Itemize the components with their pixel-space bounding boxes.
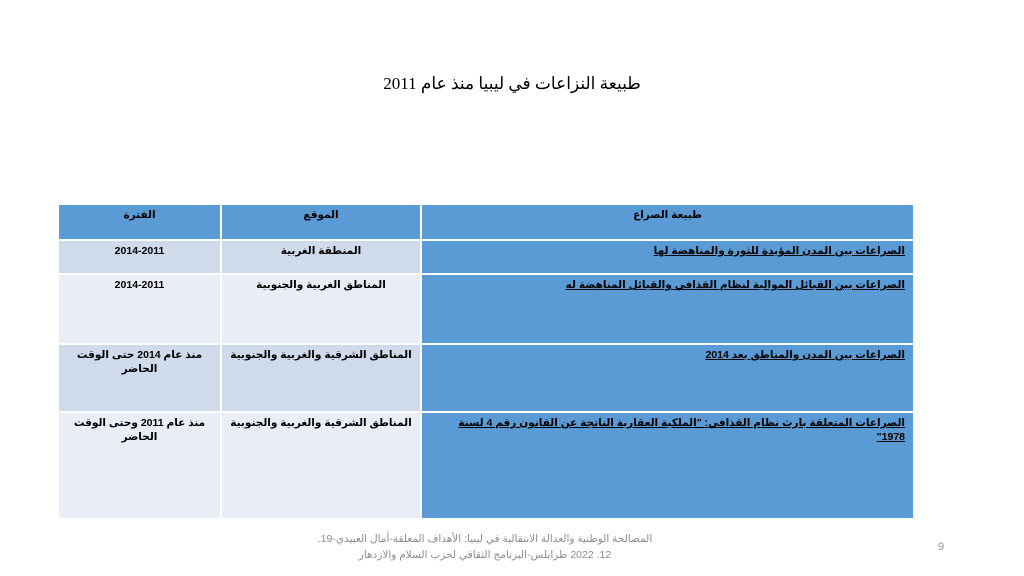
cell-nature: الصراعات بين المدن المؤيدة للثورة والمناهضة لها (421, 240, 914, 274)
header-period: الفترة (58, 204, 221, 240)
cell-period: منذ عام 2011 وحتى الوقت الحاضر (58, 412, 221, 519)
footer-line-2: 12. 2022 طرابلس-البرنامج الثقافي لحزب السلام والازدهار (358, 549, 612, 561)
conflicts-table (57, 203, 915, 520)
cell-nature: الصراعات بين المدن والمناطق بعد 2014 (421, 344, 914, 412)
header-nature: طبيعة الصراع (421, 204, 914, 240)
cell-period: منذ عام 2014 حتى الوقت الحاضر (58, 344, 221, 412)
footer-line-1: المصالحة الوطنية والعدالة الانتقالية في ليبيا: الأهداف المعلقة-أمال العبيدي-19. (317, 533, 653, 545)
cell-location: المناطق الغربية والجنوبية (221, 274, 421, 344)
cell-location: المنطقة الغربية (221, 240, 421, 274)
cell-location: المناطق الشرقية والغربية والجنوبية (221, 412, 421, 519)
cell-period: 2014-2011 (58, 274, 221, 344)
cell-period: 2014-2011 (58, 240, 221, 274)
cell-nature: الصراعات بين القبائل الموالية لنظام القذافي والقبائل المناهضة له (421, 274, 914, 344)
table-row (58, 274, 914, 344)
header-location: الموقع (221, 204, 421, 240)
footer-citation (290, 531, 680, 563)
table-row (58, 344, 914, 412)
page-number: 9 (938, 541, 945, 553)
table-header-row (58, 204, 914, 240)
slide-title: طبيعة النزاعات في ليبيا منذ عام 2011 (383, 74, 641, 93)
table-row (58, 412, 914, 519)
cell-location: المناطق الشرقية والغربية والجنوبية (221, 344, 421, 412)
table-row (58, 240, 914, 274)
cell-nature: الصراعات المتعلقة بارث نظام القذافي: "الملكية العقارية الناتجة عن القانون رقم 4 لسنة 1978" (421, 412, 914, 519)
